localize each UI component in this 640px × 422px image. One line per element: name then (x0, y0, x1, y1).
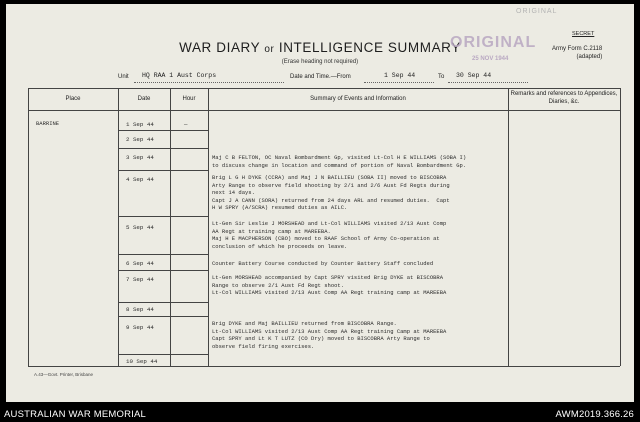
row-divider (118, 270, 208, 271)
row-divider (118, 316, 208, 317)
row-summary: Brig L G H DYKE (CCRA) and Maj J N BAILLIEU (SOBA II) moved to BISCOBRA Arty Range to observe field shooting by 2/1 and 2/6 Aust Fd Regts during next 14 days. Capt J A CANN (SORA) returned from 24 days ARL and resumed duties. Capt H W SPRY (A/SCRA) resumed duties as AILC. (212, 174, 450, 212)
col-line-left (28, 88, 29, 366)
diary-page (6, 4, 634, 402)
unit-value: HQ RAA 1 Aust Corps (142, 72, 217, 79)
row-date: 2 Sep 44 (126, 136, 154, 143)
row-hour: — (184, 121, 188, 128)
row-summary: Lt-Gen MORSHEAD accompanied by Capt SPRY visited Brig DYKE at BISCOBRA Range to observe 2/1 Aust Fd Regt shoot. Lt-Col WILLIAMS visited 2/13 Aust Comp AA Regt training camp at MAREEBA (212, 274, 447, 297)
row-date: 8 Sep 44 (126, 306, 154, 313)
page-title (6, 40, 634, 55)
row-date: 4 Sep 44 (126, 176, 154, 183)
secret-label: SECRET (572, 31, 595, 37)
row-divider (118, 254, 208, 255)
col-header-remarks: Remarks and references to Appendices, Diaries, &c. (510, 91, 618, 105)
row-date: 1 Sep 44 (126, 121, 154, 128)
archive-credit: AUSTRALIAN WAR MEMORIAL (4, 409, 147, 420)
col-header-summary: Summary of Events and Information (310, 96, 406, 102)
date-label: Date and Time.—From (290, 74, 351, 80)
row-divider (118, 302, 208, 303)
row-summary: Counter Battery Course conducted by Counter Battery Staff concluded (212, 260, 434, 267)
col-header-hour: Hour (182, 96, 196, 102)
stamp-date: 25 NOV 1944 (472, 56, 509, 62)
from-line (364, 82, 434, 83)
to-value: 30 Sep 44 (456, 72, 492, 79)
col-line-hour (208, 88, 209, 366)
col-header-place: Place (65, 96, 81, 102)
place-barrine: BARRINE (36, 120, 60, 127)
row-summary: Maj C B FELTON, OC Naval Bombardment Gp, visited Lt-Col H E WILLIAMS (SOBA I) to discuss change in location and command of portion of Naval Bombardment Gp. (212, 154, 467, 169)
row-date: 10 Sep 44 (126, 358, 158, 365)
title-or: or (264, 44, 275, 55)
table-top-border (28, 88, 620, 89)
adapted-label: (adapted) (576, 54, 603, 60)
original-stamp: ORIGINAL (450, 34, 537, 51)
row-divider (118, 130, 208, 131)
col-header-date: Date (137, 96, 151, 102)
row-divider (118, 216, 208, 217)
to-line (448, 82, 528, 83)
row-date: 5 Sep 44 (126, 224, 154, 231)
army-form-number: Army Form C.2118 (552, 46, 603, 52)
printer-note: A.43—Govt. Printer, Brisbane (34, 372, 94, 377)
original-top-stamp: ORIGINAL (516, 8, 558, 15)
title-war-diary: WAR DIARY (179, 40, 261, 55)
row-date: 7 Sep 44 (126, 276, 154, 283)
row-divider (118, 148, 208, 149)
row-divider (118, 170, 208, 171)
erase-note: (Erase heading not required) (281, 59, 359, 65)
archive-accession-number: AWM2019.366.26 (555, 409, 634, 420)
row-divider (118, 354, 208, 355)
table-bottom-border (28, 366, 620, 367)
header-bottom-border (28, 110, 620, 111)
row-date: 3 Sep 44 (126, 154, 154, 161)
unit-line (134, 82, 284, 83)
to-label: To (438, 74, 445, 80)
col-line-summary (508, 88, 509, 366)
from-value: 1 Sep 44 (384, 72, 416, 79)
title-intelligence-summary: INTELLIGENCE SUMMARY (278, 40, 461, 55)
col-line-right (620, 88, 621, 366)
row-summary: Brig DYKE and Maj BAILLIEU returned from BISCOBRA Range. Lt-Col WILLIAMS visited 2/13 Aust Comp AA Regt training Camp at MAREEBA Capt SPRY and Lt K T LUTZ (CO Dry) moved to BISCOBRA Arty Range to observe field firing exercises. (212, 320, 447, 350)
row-date: 6 Sep 44 (126, 260, 154, 267)
unit-label: Unit (118, 74, 129, 80)
row-date: 9 Sep 44 (126, 324, 154, 331)
row-summary: Lt-Gen Sir Leslie J MORSHEAD and Lt-Col WILLIAMS visited 2/13 Aust Comp AA Regt at training camp at MAREEBA. Maj H E MACPHERSON (CBO) moved to RAAF School of Army Co-operation at conclusion of which he proceeds on leave. (212, 220, 447, 250)
